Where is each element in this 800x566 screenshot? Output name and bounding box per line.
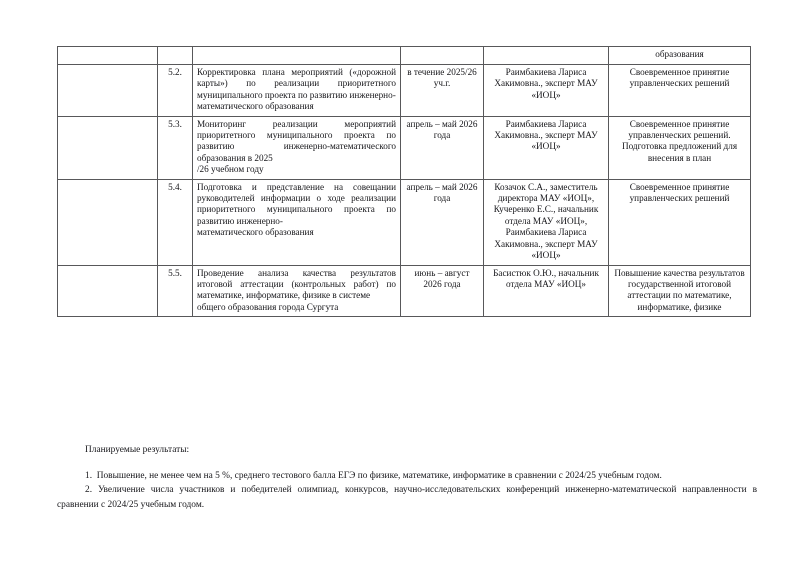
cell-number: 5.3. xyxy=(158,116,193,179)
cell-number: 5.5. xyxy=(158,265,193,317)
cell-event xyxy=(193,265,401,317)
cell-term: апрель – май 2026 года xyxy=(401,179,484,265)
activity-plan-table xyxy=(57,46,751,317)
cell-term: в течение 2025/26 уч.г. xyxy=(401,65,484,117)
cell-number xyxy=(158,47,193,65)
cell-responsible: Басистюк О.Ю., начальник отдела МАУ «ИОЦ» xyxy=(484,265,609,317)
cell-term: июнь – август 2026 года xyxy=(401,265,484,317)
list-text: Повышение, не менее чем на 5 %, среднего тестового балла ЕГЭ по физике, математике, информатике в сравнении с 2024/25 учебным годом. xyxy=(96,470,662,481)
cell-result: Своевременное принятие управленческих решений xyxy=(609,179,751,265)
cell-result: Своевременное принятие управленческих решений. Подготовка предложений для внесения в план xyxy=(609,116,751,179)
cell-left-margin xyxy=(58,65,158,117)
table-body xyxy=(58,47,751,317)
cell-result: Своевременное принятие управленческих решений xyxy=(609,65,751,117)
event-text: Подготовка и представление на совещании руководителей информации о ходе реализации приоритетного муниципального проекта по развитию инженерно- xyxy=(197,181,396,226)
cell-number: 5.2. xyxy=(158,65,193,117)
cell-event xyxy=(193,116,401,179)
cell-result: образования xyxy=(609,47,751,65)
event-text-lastline: /26 учебном году xyxy=(197,164,264,175)
event-text: Проведение анализа качества результатов итоговой аттестации (контрольных работ) по математике, информатике, физике в системе xyxy=(197,267,396,301)
cell-responsible xyxy=(484,47,609,65)
event-text-lastline: математического образования xyxy=(197,227,314,238)
cell-responsible: Раимбакиева Лариса Хакимовна., эксперт МАУ «ИОЦ» xyxy=(484,65,609,117)
cell-left-margin xyxy=(58,265,158,317)
table-row xyxy=(58,65,751,117)
cell-event xyxy=(193,47,401,65)
table-row-continuation xyxy=(58,47,751,65)
table-row xyxy=(58,265,751,317)
table-row xyxy=(58,116,751,179)
cell-event xyxy=(193,65,401,117)
cell-left-margin xyxy=(58,116,158,179)
planned-results-heading: Планируемые результаты: xyxy=(85,445,190,455)
cell-responsible: Козачок С.А., заместитель директора МАУ «ИОЦ», Кучеренко Е.С., начальник отдела МАУ «ИОЦ», Раимбакиева Лариса Хакимовна., эксперт МАУ «ИОЦ» xyxy=(484,179,609,265)
planned-result-item-1 xyxy=(57,469,757,484)
after-table-section xyxy=(57,443,757,512)
list-text: Увеличение числа участников и победителей олимпиад, конкурсов, научно-исследовательских конференций инженерно-математической направленности в сравнении с 2024/25 учебным годом. xyxy=(57,485,758,510)
cell-term: апрель – май 2026 года xyxy=(401,116,484,179)
event-text: Корректировка плана мероприятий («дорожной карты») по реализации приоритетного муниципального проекта по развитию инженерно- xyxy=(197,67,396,100)
list-marker: 2. xyxy=(85,485,93,495)
cell-number: 5.4. xyxy=(158,179,193,265)
table-row xyxy=(58,179,751,265)
list-marker: 1. xyxy=(85,470,93,481)
cell-result: Повышение качества результатов государственной итоговой аттестации по математике, информатике, физике xyxy=(609,265,751,317)
event-text-lastline: математического образования xyxy=(197,101,314,112)
cell-responsible: Раимбакиева Лариса Хакимовна., эксперт МАУ «ИОЦ» xyxy=(484,116,609,179)
planned-result-item-2 xyxy=(57,483,757,512)
cell-left-margin xyxy=(58,179,158,265)
event-text-lastline: общего образования города Сургута xyxy=(197,301,339,312)
cell-event xyxy=(193,179,401,265)
cell-left-margin xyxy=(58,47,158,65)
cell-term xyxy=(401,47,484,65)
event-text: Мониторинг реализации мероприятий приоритетного муниципального проекта по развитию инженерно-математического образования в 2025 xyxy=(197,118,396,163)
